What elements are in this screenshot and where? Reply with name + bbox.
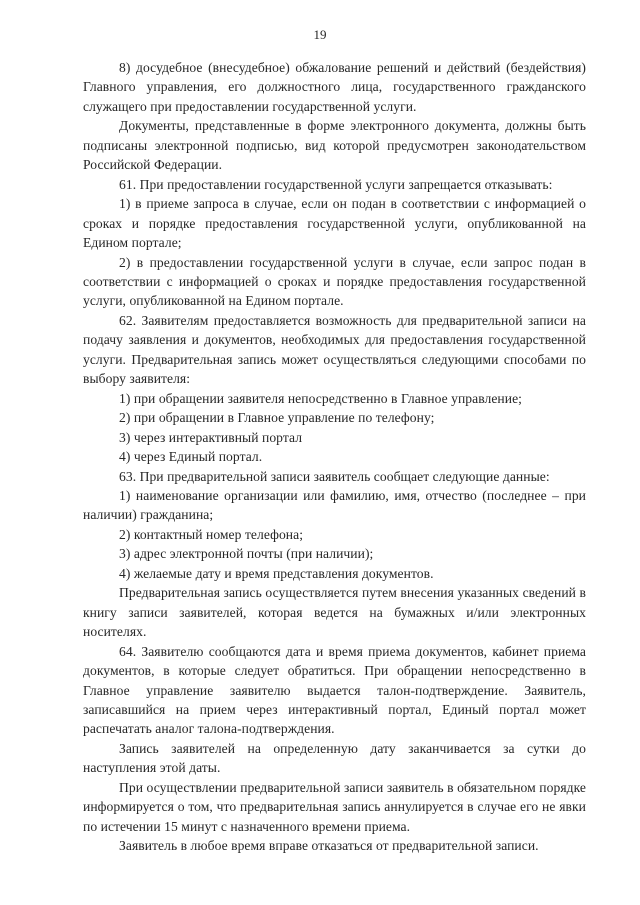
paragraph-63-item-1: 1) наименование организации или фамилию, имя, отчество (последнее – при наличии) гражданина; [83, 487, 586, 523]
paragraph-63-item-3: 3) адрес электронной почты (при наличии); [119, 546, 374, 562]
page-number: 19 [313, 27, 327, 42]
paragraph-62: 62. Заявителям предоставляется возможность для предварительной записи на подачу заявления и документов, необходимых для предоставления государственной услуги. Предварительная запись может осуществляться следующими способами по выбору заявителя: [83, 312, 586, 387]
paragraph-appeal-item-8: 8) досудебное (внесудебное) обжалование решений и действий (бездействия) Главного управления, его должностного лица, государственного гражданского служащего при предоставлении государственной услуги. [83, 60, 586, 114]
paragraph-62-item-3: 3) через интерактивный портал [119, 429, 303, 445]
paragraph-63-item-4: 4) желаемые дату и время представления документов. [119, 565, 434, 581]
paragraph-61: 61. При предоставлении государственной услуги запрещается отказывать: [119, 176, 553, 192]
paragraph-63-item-2: 2) контактный номер телефона; [119, 526, 304, 542]
paragraph-64: 64. Заявителю сообщаются дата и время приема документов, кабинет приема документов, в которые следует обратиться. При обращении непосредственно в Главное управление заявителю выдается талон-подтверждение. Заявитель, записавшийся на прием через интерактивный портал, Единый портал может распечатать аналог талона-подтверждения. [83, 643, 586, 737]
document-body [83, 58, 586, 856]
paragraph-right-to-refuse: Заявитель в любое время вправе отказаться от предварительной записи. [119, 838, 539, 854]
paragraph-registration-deadline: Запись заявителей на определенную дату заканчивается за сутки до наступления этой даты. [83, 740, 586, 776]
paragraph-cancellation-notice: При осуществлении предварительной записи заявитель в обязательном порядке информируется о том, что предварительная запись аннулируется в случае его не явки по истечении 15 минут с назначенного времени приема. [83, 779, 586, 834]
paragraph-preregistration-method: Предварительная запись осуществляется путем внесения указанных сведений в книгу записи заявителей, которая ведется на бумажных и/или электронных носителях. [83, 585, 586, 640]
paragraph-electronic-signature: Документы, представленные в форме электронного документа, должны быть подписаны электронной подписью, вид которой предусмотрен законодательством Российской Федерации. [83, 118, 586, 173]
paragraph-63: 63. При предварительной записи заявитель сообщает следующие данные: [119, 468, 550, 484]
paragraph-61-item-1: 1) в приеме запроса в случае, если он подан в соответствии с информацией о сроках и порядке предоставления государственной услуги, опубликованной на Едином портале; [83, 196, 586, 251]
paragraph-62-item-2: 2) при обращении в Главное управление по телефону; [119, 410, 435, 426]
paragraph-62-item-4: 4) через Единый портал. [119, 449, 263, 465]
paragraph-61-item-2: 2) в предоставлении государственной услуги в случае, если запрос подан в соответствии с информацией о сроках и порядке предоставления государственной услуги, опубликованной на Едином портале. [83, 254, 586, 309]
paragraph-62-item-1: 1) при обращении заявителя непосредственно в Главное управление; [119, 390, 522, 406]
